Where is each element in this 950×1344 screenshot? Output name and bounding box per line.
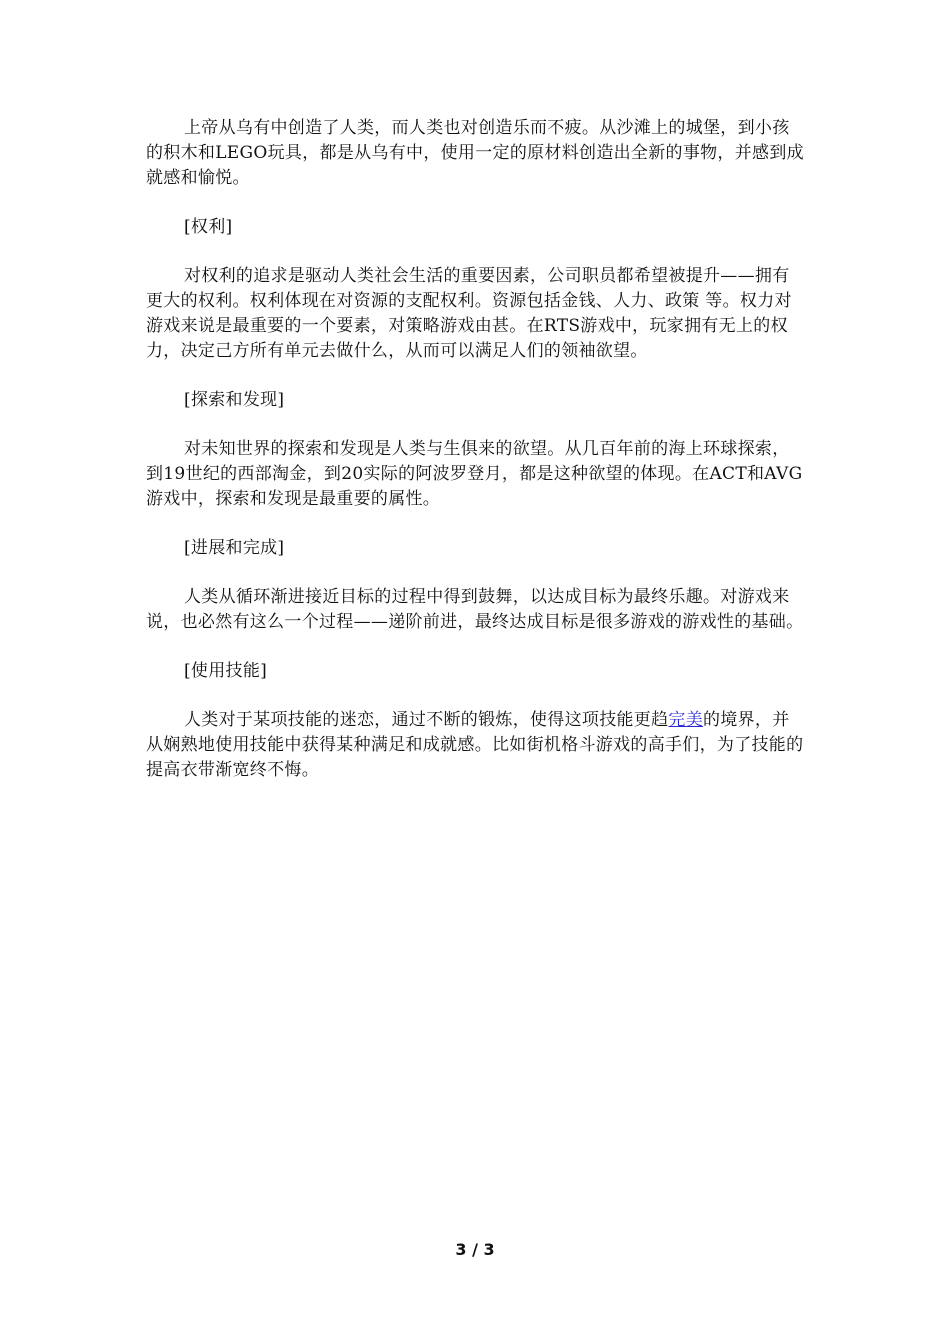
paragraph-creation: 上帝从乌有中创造了人类，而人类也对创造乐而不疲。从沙滩上的城堡，到小孩的积木和LEGO玩具，都是从乌有中，使用一定的原材料创造出全新的事物，并感到成就感和愉悦。	[146, 118, 804, 188]
paragraph-power: 对权利的追求是驱动人类社会生活的重要因素，公司职员都希望被提升——拥有更大的权利。权利体现在对资源的支配权利。资源包括金钱、人力、政策 等。权力对游戏来说是最重要的一个要素，对策略游戏由甚。在RTS游戏中，玩家拥有无上的权力，决定己方所有单元去做什么，从而可以满足人们的领袖欲望。	[146, 266, 792, 361]
paragraph-skill	[146, 708, 806, 783]
paragraph-progress: 人类从循环渐进接近目标的过程中得到鼓舞，以达成目标为最终乐趣。对游戏来说，也必然有这么一个过程——递阶前进，最终达成目标是很多游戏的游戏性的基础。	[146, 587, 804, 632]
paragraph-skill-text-before: 人类对于某项技能的迷恋，通过不断的锻炼，使得这项技能更趋	[184, 710, 669, 730]
section-heading-power: [权利]	[184, 217, 233, 237]
document-body	[146, 116, 806, 807]
section-heading-explore: [探索和发现]	[184, 390, 285, 410]
paragraph-skill-text-after: 的境界，并从娴熟地使用技能中获得某种满足和成就感。比如街机格斗游戏的高手们，为了技能的提高衣带渐宽终不悔。	[146, 710, 804, 780]
section-heading-skill: [使用技能]	[184, 661, 268, 681]
page-number: 3 / 3	[455, 1240, 495, 1259]
paragraph-explore: 对未知世界的探索和发现是人类与生俱来的欲望。从几百年前的海上环球探索，到19世纪的西部淘金，到20实际的阿波罗登月，都是这种欲望的体现。在ACT和AVG游戏中，探索和发现是最重要的属性。	[146, 439, 803, 509]
section-heading-progress: [进展和完成]	[184, 538, 285, 558]
perfect-link[interactable]: 完美	[668, 710, 704, 730]
